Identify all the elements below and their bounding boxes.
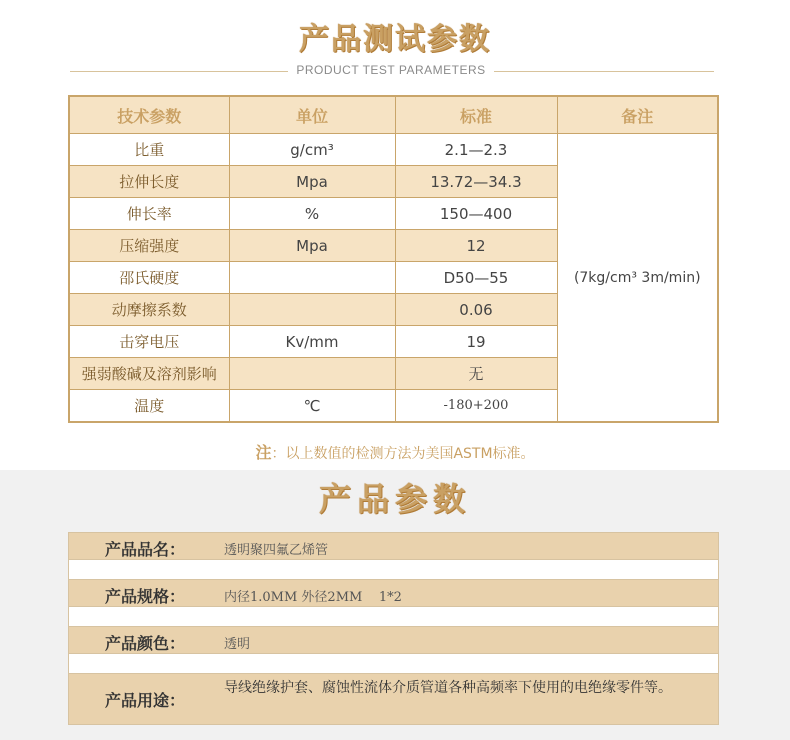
test-parameters-title: 产品测试参数 [299,22,491,57]
param-name: 动摩擦系数 [69,294,229,326]
param-unit: ℃ [229,390,395,423]
note-text: ：以上数值的检测方法为美国ASTM标准。 [271,446,535,462]
param-standard: -180+200 [395,390,557,423]
param-unit [229,294,395,326]
param-name: 邵氏硬度 [69,262,229,294]
param-name: 拉伸长度 [69,166,229,198]
param-name: 比重 [69,134,229,166]
spec-row-color [68,626,719,654]
param-standard: 13.72—34.3 [395,166,557,198]
param-name: 强弱酸碱及溶剂影响 [69,358,229,390]
param-unit: Mpa [229,166,395,198]
header-remark: 备注 [557,96,718,134]
param-unit: % [229,198,395,230]
spec-spacer [68,606,719,627]
param-standard: 无 [395,358,557,390]
param-unit: g/cm³ [229,134,395,166]
param-name: 伸长率 [69,198,229,230]
param-standard: D50—55 [395,262,557,294]
param-standard: 19 [395,326,557,358]
test-method-note [0,440,790,463]
param-standard: 12 [395,230,557,262]
header-param: 技术参数 [69,96,229,134]
spec-value: 内径1.0MM 外径2MM 1*2 [224,590,402,605]
table-row [69,134,718,166]
spec-spacer [68,653,719,674]
subtitle-divider-right [494,71,714,72]
spec-value: 透明聚四氟乙烯管 [224,543,329,558]
spec-label: 产品品名： [105,540,186,559]
spec-row-size [68,579,719,607]
spec-value: 导线绝缘护套、腐蚀性流体介质管道各种高频率下使用的电绝缘零件等。 [224,680,672,696]
spec-row-name [68,532,719,560]
param-standard: 150—400 [395,198,557,230]
param-name: 温度 [69,390,229,423]
param-standard: 2.1—2.3 [395,134,557,166]
table-header-row [69,96,718,134]
spec-label: 产品规格： [105,587,186,606]
spec-row-usage [68,673,719,725]
subtitle-divider-left [70,71,288,72]
param-unit: Kv/mm [229,326,395,358]
param-standard: 0.06 [395,294,557,326]
test-parameters-subtitle: PRODUCT TEST PARAMETERS [296,63,486,77]
spec-value: 透明 [224,637,251,652]
param-unit [229,262,395,294]
test-parameters-table [68,95,719,423]
note-prefix: 注 [255,443,272,462]
param-unit [229,358,395,390]
remark-cell: (7kg/cm³ 3m/min) [557,134,718,423]
product-parameters-title: 产品参数 [318,480,471,518]
param-unit: Mpa [229,230,395,262]
param-name: 压缩强度 [69,230,229,262]
param-name: 击穿电压 [69,326,229,358]
subtitle-row [0,62,790,80]
spec-label: 产品用途： [105,691,186,710]
spec-label: 产品颜色： [105,634,186,653]
header-standard: 标准 [395,96,557,134]
header-unit: 单位 [229,96,395,134]
spec-spacer [68,559,719,580]
